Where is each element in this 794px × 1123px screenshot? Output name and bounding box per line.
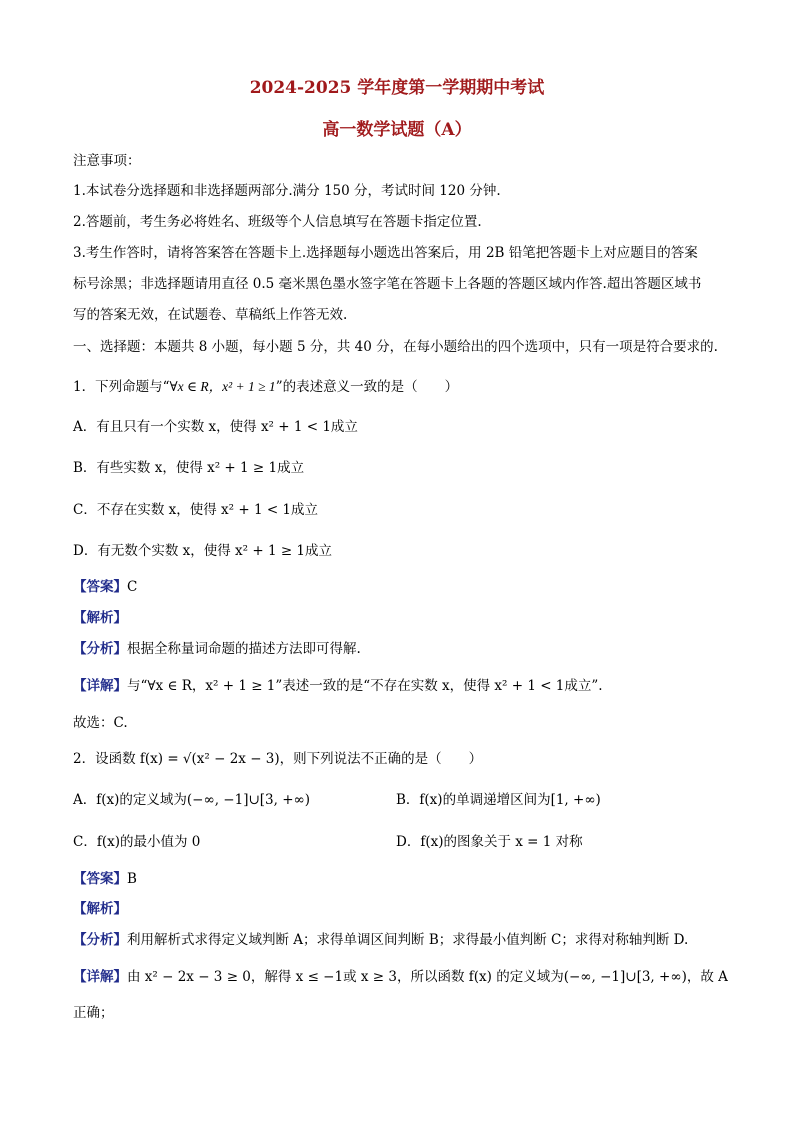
question-2-answer — [73, 870, 137, 888]
xiangjie-text: 由 x² − 2x − 3 ≥ 0，解得 x ≤ −1或 x ≥ 3，所以函数 f(x) 的定义域为(−∞, −1]∪[3, +∞)，故 A — [127, 969, 728, 985]
xiangjie-tag: 【详解】 — [73, 678, 127, 694]
question-1-analysis-tag — [73, 609, 127, 627]
question-2-option-c: C．f(x)的最小值为 0 — [73, 834, 201, 850]
question-1-xiangjie — [73, 677, 603, 695]
exam-title: 2024-2025 学年度第一学期期中考试 — [249, 78, 545, 98]
question-1-stem-prefix: 1．下列命题与“ — [73, 379, 170, 395]
exam-subtitle: 高一数学试题（A） — [322, 120, 472, 140]
xiangjie-text: 与“∀x ∈ R，x² + 1 ≥ 1”表述一致的是“不存在实数 x，使得 x² + 1 < 1成立”. — [127, 678, 603, 694]
notice-item-3-line-1: 3.考生作答时，请将答案答在答题卡上.选择题每小题选出答案后，用 2B 铅笔把答题卡上对应题目的答案 — [73, 245, 698, 261]
answer-value: C — [127, 579, 138, 595]
question-2-analysis-tag — [73, 900, 127, 918]
question-1-option-b: B．有些实数 x，使得 x² + 1 ≥ 1成立 — [73, 460, 305, 476]
section-heading: 一、选择题：本题共 8 小题，每小题 5 分，共 40 分，在每小题给出的四个选项中，只有一项是符合要求的. — [73, 339, 718, 355]
fenxi-tag: 【分析】 — [73, 641, 127, 657]
notice-item-1: 1.本试卷分选择题和非选择题两部分.满分 150 分，考试时间 120 分钟. — [73, 183, 501, 199]
fenxi-text: 利用解析式求得定义域判断 A；求得单调区间判断 B；求得最小值判断 C；求得对称轴判断 D. — [127, 932, 689, 948]
xiangjie-tag: 【详解】 — [73, 969, 127, 985]
notice-item-3-line-3: 写的答案无效，在试题卷、草稿纸上作答无效. — [73, 307, 348, 323]
question-1-option-d: D．有无数个实数 x，使得 x² + 1 ≥ 1成立 — [73, 543, 333, 559]
question-1-choose: 故选：C. — [73, 715, 128, 731]
question-1-answer — [73, 578, 137, 596]
notice-item-2: 2.答题前，考生务必将姓名、班级等个人信息填写在答题卡指定位置. — [73, 214, 482, 230]
question-2-option-b: B．f(x)的单调递增区间为[1, +∞) — [396, 792, 601, 808]
notice-heading: 注意事项： — [73, 153, 141, 169]
analysis-tag: 【解析】 — [73, 610, 127, 626]
question-2-option-a: A．f(x)的定义域为(−∞, −1]∪[3, +∞) — [73, 792, 311, 808]
question-1-option-a: A．有且只有一个实数 x，使得 x² + 1 < 1成立 — [73, 419, 358, 435]
question-2-stem: 2．设函数 f(x) = √(x² − 2x − 3)，则下列说法不正确的是（ ） — [73, 751, 483, 767]
question-1-stem-suffix: ”的表述意义一致的是（ ） — [275, 379, 459, 395]
question-2-xiangjie-line-2: 正确； — [73, 1005, 114, 1021]
question-2-option-d: D．f(x)的图象关于 x = 1 对称 — [396, 834, 583, 850]
question-1-stem-math: ∀x ∈ R，x² + 1 ≥ 1 — [169, 379, 276, 394]
question-2-xiangjie — [73, 968, 728, 986]
question-1-stem — [73, 378, 458, 396]
question-1-fenxi — [73, 640, 361, 658]
answer-tag: 【答案】 — [73, 871, 127, 887]
question-2-fenxi — [73, 931, 688, 949]
notice-item-3-line-2: 标号涂黑；非选择题请用直径 0.5 毫米黑色墨水签字笔在答题卡上各题的答题区域内作答.超出答题区域书 — [73, 276, 702, 292]
fenxi-tag: 【分析】 — [73, 932, 127, 948]
fenxi-text: 根据全称量词命题的描述方法即可得解. — [127, 641, 361, 657]
answer-tag: 【答案】 — [73, 579, 127, 595]
question-1-option-c: C．不存在实数 x，使得 x² + 1 < 1成立 — [73, 502, 319, 518]
answer-value: B — [127, 871, 137, 887]
analysis-tag: 【解析】 — [73, 901, 127, 917]
